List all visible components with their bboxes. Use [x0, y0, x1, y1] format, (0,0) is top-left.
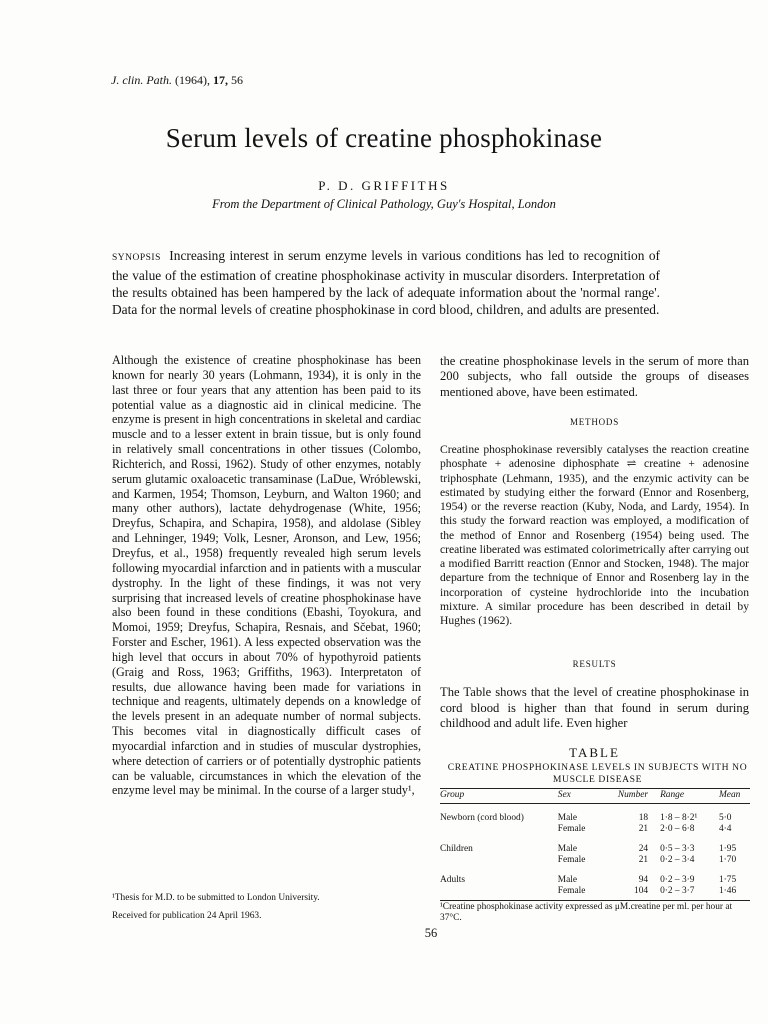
- journal-volume: 17,: [212, 73, 228, 87]
- cell-group: Newborn (cord blood): [440, 813, 524, 823]
- footnote-thesis: ¹Thesis for M.D. to be submitted to London University.: [112, 893, 320, 903]
- cell-number: 21: [638, 855, 649, 865]
- body-left-column: Although the existence of creatine phosphokinase has been known for nearly 30 years (Lohmann, 1934), it is only in the last three or four years that any attention has been paid to its potential value as a diagnostic aid in clinical medicine. The enzyme is present in high concentrations in skeletal and cardiac muscle and to a lesser extent in brain tissue, but is only found in relatively small concentrations in other tissues (Colombo, Richterich, and Rossi, 1962). Study of other enzymes, notably serum glutamic oxaloacetic transaminase (LaDue, Wróblewski, and Karmen, 1954; Thomson, Leyburn, and Walton 1960; and many other authors), lactate dehydrogenase (White, 1956; Dreyfus, Schapira, and Schapira, 1958), and aldolase (Sibley and Lehninger, 1949; Volk, Lesner, Aronson, and Lew, 1956; Dreyfus, et al., 1958) frequently revealed high serum levels following myocardial infarction and in patients with a muscular dystrophy. In the light of these findings, it was not very surprising that increased levels of creatine phosphokinase have also been found in these conditions (Ebashi, Toyokura, and Momoi, 1959; Dreyfus, Schapira, Resnais, and Sčebat, 1960; Forster and Escher, 1961). A less expected observation was the high level that occurs in about 70% of hypothyroid patients (Graig and Ross, 1963; Griffiths, 1963). Interpretaton of results, due allowance having been made for variations in technique and reagents, ultimately depends on a knowledge of the levels present in an adequate number of normal subjects. This becomes vital in diagnostically difficult cases of myocardial infarction and in studies of muscular dystrophies, where detection of carriers or of potentially dystrophic patients can be valuable, circumstances in which the elevation of the enzyme level may be minimal. In the course of a larger study¹,: [112, 353, 421, 798]
- cell-range: 0·5 – 3·3: [660, 844, 695, 854]
- cell-number: 18: [638, 813, 649, 823]
- table-footnote: ¹Creatine phosphokinase activity expressed as μM.creatine per ml. per hour at 37°C.: [440, 902, 733, 923]
- table-row: [440, 886, 750, 901]
- results-text: The Table shows that the level of creatine phosphokinase in cord blood is higher than that found in serum during childhood and adult life. Even higher: [440, 685, 749, 730]
- table-row: [440, 824, 750, 835]
- synopsis: [112, 247, 660, 318]
- table-row: [440, 813, 750, 824]
- cell-number: 94: [638, 875, 649, 885]
- cell-sex: Female: [558, 886, 611, 901]
- cell-sex: Male: [557, 844, 578, 854]
- table-row: [440, 875, 750, 886]
- methods-text: Creatine phosphokinase reversibly catalyses the reaction creatine phosphate + adenosine diphosphate ⇌ creatine + adenosine triphosphate (Lehmann, 1935), and the enzymic activity can be estimated by studying either the forward (Ennor and Rosenberg, 1954) or the reverse reaction (Kuby, Noda, and Lardy, 1954). In this study the forward reaction was employed, a modification of the method of Ennor and Rosenberg (1954) being used. The creatine liberated was estimated colorimetrically after carrying out a modified Barritt reaction (Ennor and Stocken, 1948). The major departure from the technique of Ennor and Rosenberg lay in the incorporation of cysteine hydrochloride into the incubation mixture. A similar procedure has been described in detail by Hughes (1962).: [440, 443, 749, 627]
- methods-heading: METHODS: [569, 417, 620, 427]
- cell-mean: 1·75: [718, 875, 737, 885]
- cell-range: 0·2 – 3·9: [660, 875, 695, 885]
- cell-mean: 1·46: [719, 886, 750, 901]
- affiliation: From the Department of Clinical Pathology, Guy's Hospital, London: [212, 197, 556, 211]
- table-row: [440, 844, 750, 855]
- col-header-sex: Sex: [558, 789, 611, 804]
- article-title: Serum levels of creatine phosphokinase: [165, 123, 603, 153]
- body-right-intro: the creatine phosphokinase levels in the serum of more than 200 subjects, who fall outside the groups of diseases mentioned above, have been estimated.: [440, 354, 749, 399]
- table-label: TABLE: [569, 745, 620, 760]
- cell-sex: Male: [557, 875, 578, 885]
- cell-range: 0·2 – 3·7: [660, 886, 719, 901]
- synopsis-text: Increasing interest in serum enzyme levels in various conditions has led to recognition of the value of the estimation of creatine phosphokinase activity in muscular disorders. Interpretation of the results obtained has been hampered by the lack of adequate information about the 'normal range'. Data for the normal levels of creatine phosphokinase in cord blood, children, and adults are presented.: [112, 248, 660, 317]
- col-header-mean: Mean: [719, 789, 750, 804]
- cell-group: Children: [440, 844, 473, 854]
- cell-mean: 4·4: [718, 824, 732, 834]
- journal-page: 56: [230, 73, 243, 87]
- results-table: [440, 788, 750, 901]
- cell-group: [440, 824, 558, 835]
- cell-sex: Female: [557, 824, 586, 834]
- cell-range: 2·0 – 6·8: [660, 824, 695, 834]
- footnote-received: Received for publication 24 April 1963.: [112, 911, 262, 921]
- cell-number: 21: [638, 824, 649, 834]
- cell-mean: 5·0: [718, 813, 732, 823]
- cell-range: 0·2 – 3·4: [660, 855, 695, 865]
- journal-reference: [111, 73, 243, 88]
- author: P. D. GRIFFITHS: [318, 178, 450, 193]
- table-row: [440, 855, 750, 866]
- cell-group: Adults: [440, 875, 466, 885]
- col-header-number: Number: [610, 789, 660, 804]
- journal-name: J. clin. Path.: [111, 73, 172, 87]
- table-caption: CREATINE PHOSPHOKINASE LEVELS IN SUBJECTS WITH NO MUSCLE DISEASE: [447, 762, 748, 785]
- col-header-range: Range: [660, 789, 719, 804]
- table-header-row: [440, 789, 750, 804]
- journal-year: (1964),: [174, 73, 210, 87]
- cell-group: [440, 855, 558, 866]
- cell-sex: Male: [557, 813, 578, 823]
- cell-range: 1·8 – 8·2¹: [660, 813, 698, 823]
- synopsis-label: SYNOPSIS: [112, 253, 161, 263]
- cell-mean: 1·70: [718, 855, 737, 865]
- col-header-group: Group: [440, 789, 558, 804]
- cell-group: [440, 886, 558, 901]
- cell-sex: Female: [557, 855, 586, 865]
- cell-number: 104: [610, 886, 660, 901]
- results-heading: RESULTS: [572, 659, 617, 669]
- cell-number: 24: [638, 844, 649, 854]
- page-number: 56: [424, 926, 438, 940]
- cell-mean: 1·95: [718, 844, 737, 854]
